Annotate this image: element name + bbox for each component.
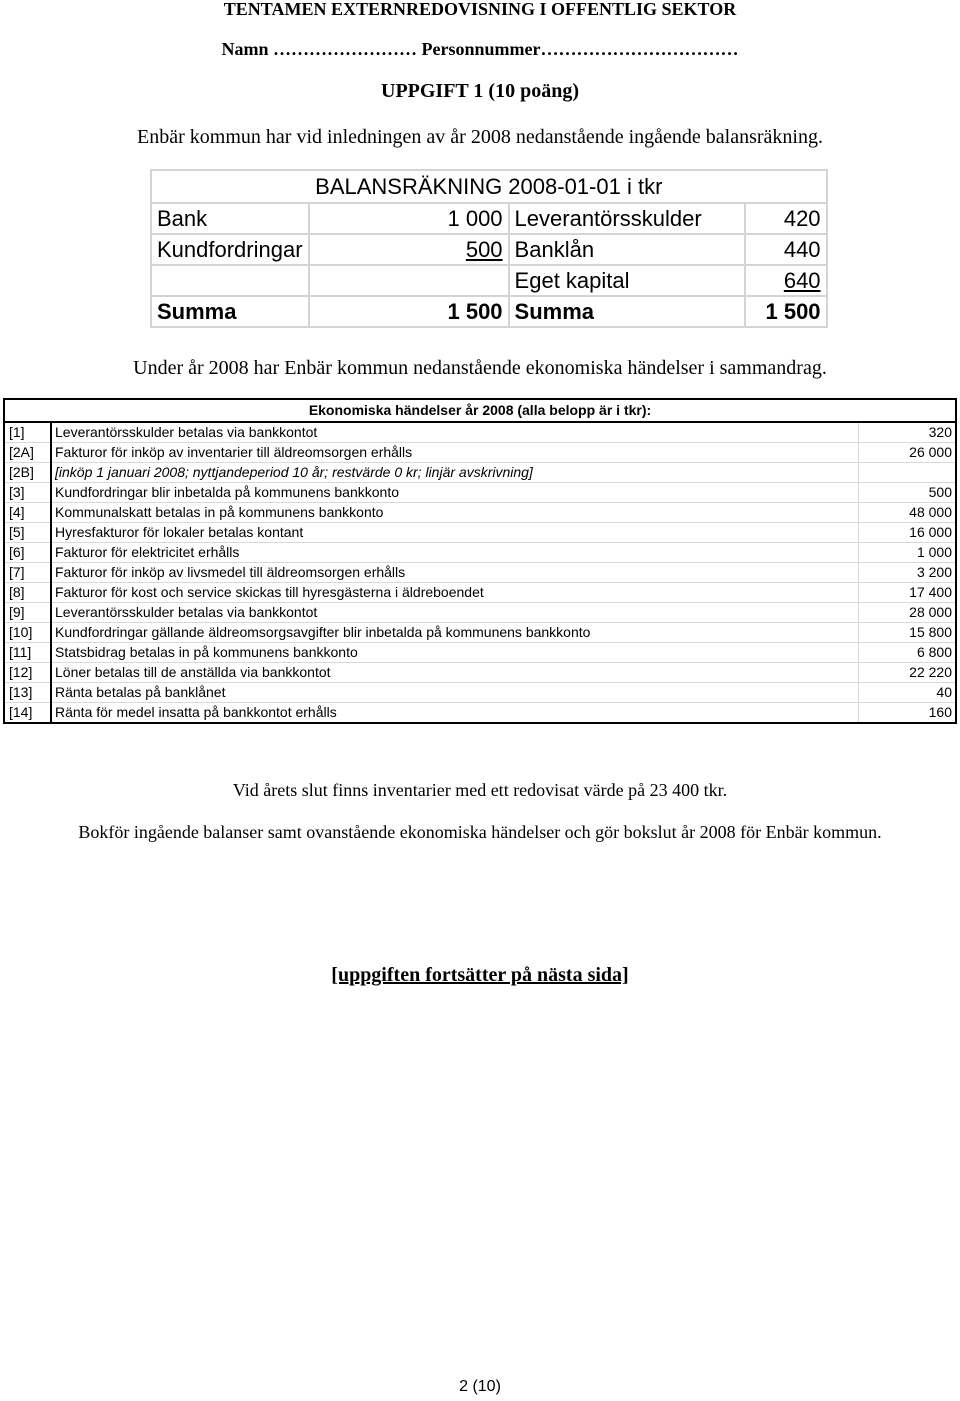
event-row [4,543,956,563]
events-title-row [4,399,956,422]
total-liabilities-value: 1 500 [745,296,827,327]
liability-label: Leverantörsskulder [509,203,745,234]
event-description: Löner betalas till de anställda via bankkontot [51,663,859,683]
event-number: [4] [4,503,51,523]
event-description: Fakturor för inköp av inventarier till äldreomsorgen erhålls [51,443,859,463]
event-amount: 160 [859,703,957,724]
liability-value: 440 [745,234,827,265]
event-description: Leverantörsskulder betalas via bankkontot [51,603,859,623]
total-assets-label: Summa [151,296,309,327]
asset-value: 500 [309,234,509,265]
event-amount: 17 400 [859,583,957,603]
event-number: [8] [4,583,51,603]
event-row [4,483,956,503]
asset-label [151,265,309,296]
event-number: [7] [4,563,51,583]
page-number: 2 (10) [459,1378,501,1395]
events-intro-text: Under år 2008 har Enbär kommun nedanstående ekonomiska händelser i sammandrag. [133,357,827,379]
intro-text: Enbär kommun har vid inledningen av år 2008 nedanstående ingående balansräkning. [137,126,823,148]
event-row [4,643,956,663]
event-description: Fakturor för kost och service skickas till hyresgästerna i äldreboendet [51,583,859,603]
total-assets-value: 1 500 [309,296,509,327]
year-end-text: Vid årets slut finns inventarier med ett redovisat värde på 23 400 tkr. [232,780,728,800]
balance-sheet-total-row [151,296,827,327]
event-description: [inköp 1 januari 2008; nyttjandeperiod 10 år; restvärde 0 kr; linjär avskrivning] [51,463,859,483]
events-table [3,398,957,724]
event-description: Ränta för medel insatta på bankkontot erhålls [51,703,859,724]
event-row [4,422,956,443]
event-amount: 1 000 [859,543,957,563]
balance-sheet-table [150,169,828,328]
event-row [4,523,956,543]
event-row [4,463,956,483]
event-description: Hyresfakturor för lokaler betalas kontant [51,523,859,543]
event-number: [11] [4,643,51,663]
event-amount: 320 [859,422,957,443]
event-row [4,563,956,583]
event-amount: 48 000 [859,503,957,523]
event-number: [13] [4,683,51,703]
event-number: [5] [4,523,51,543]
event-description: Fakturor för elektricitet erhålls [51,543,859,563]
instruction-text: Bokför ingående balanser samt ovanstående ekonomiska händelser och gör bokslut år 2008 för Enbär kommun. [78,822,882,842]
event-description: Statsbidrag betalas in på kommunens bankkonto [51,643,859,663]
equity-label: Eget kapital [509,265,745,296]
event-number: [2A] [4,443,51,463]
event-amount: 6 800 [859,643,957,663]
event-row [4,583,956,603]
asset-label: Kundfordringar [151,234,309,265]
equity-value: 640 [745,265,827,296]
event-row [4,503,956,523]
continued-note: [uppgiften fortsätter på nästa sida] [331,964,629,986]
name-personnummer-line: Namn …………………… Personnummer…………………………… [221,39,739,59]
event-number: [3] [4,483,51,503]
event-number: [12] [4,663,51,683]
event-amount [859,463,957,483]
task-heading: UPPGIFT 1 (10 poäng) [381,80,579,102]
event-description: Ränta betalas på banklånet [51,683,859,703]
balance-sheet-title: BALANSRÄKNING 2008-01-01 i tkr [151,170,827,203]
event-row [4,703,956,724]
event-number: [2B] [4,463,51,483]
event-row [4,623,956,643]
event-row [4,443,956,463]
event-description: Fakturor för inköp av livsmedel till äldreomsorgen erhålls [51,563,859,583]
event-description: Leverantörsskulder betalas via bankkontot [51,422,859,443]
event-amount: 26 000 [859,443,957,463]
event-description: Kommunalskatt betalas in på kommunens bankkonto [51,503,859,523]
event-number: [14] [4,703,51,724]
event-description: Kundfordringar gällande äldreomsorgsavgifter blir inbetalda på kommunens bankkonto [51,623,859,643]
asset-value: 1 000 [309,203,509,234]
balance-sheet-title-row [151,170,827,203]
event-amount: 16 000 [859,523,957,543]
liability-value: 420 [745,203,827,234]
event-amount: 15 800 [859,623,957,643]
event-description: Kundfordringar blir inbetalda på kommunens bankkonto [51,483,859,503]
event-number: [1] [4,422,51,443]
event-amount: 3 200 [859,563,957,583]
exam-title: TENTAMEN EXTERNREDOVISNING I OFFENTLIG SEKTOR [223,0,737,19]
liability-label: Banklån [509,234,745,265]
asset-label: Bank [151,203,309,234]
event-amount: 500 [859,483,957,503]
event-row [4,603,956,623]
asset-value [309,265,509,296]
event-amount: 28 000 [859,603,957,623]
event-number: [9] [4,603,51,623]
event-amount: 22 220 [859,663,957,683]
event-number: [6] [4,543,51,563]
event-row [4,663,956,683]
events-table-title: Ekonomiska händelser år 2008 (alla belopp är i tkr): [4,399,956,422]
event-number: [10] [4,623,51,643]
balance-sheet-row [151,203,827,234]
event-row [4,683,956,703]
balance-sheet-row [151,265,827,296]
balance-sheet-row [151,234,827,265]
total-liabilities-label: Summa [509,296,745,327]
event-amount: 40 [859,683,957,703]
